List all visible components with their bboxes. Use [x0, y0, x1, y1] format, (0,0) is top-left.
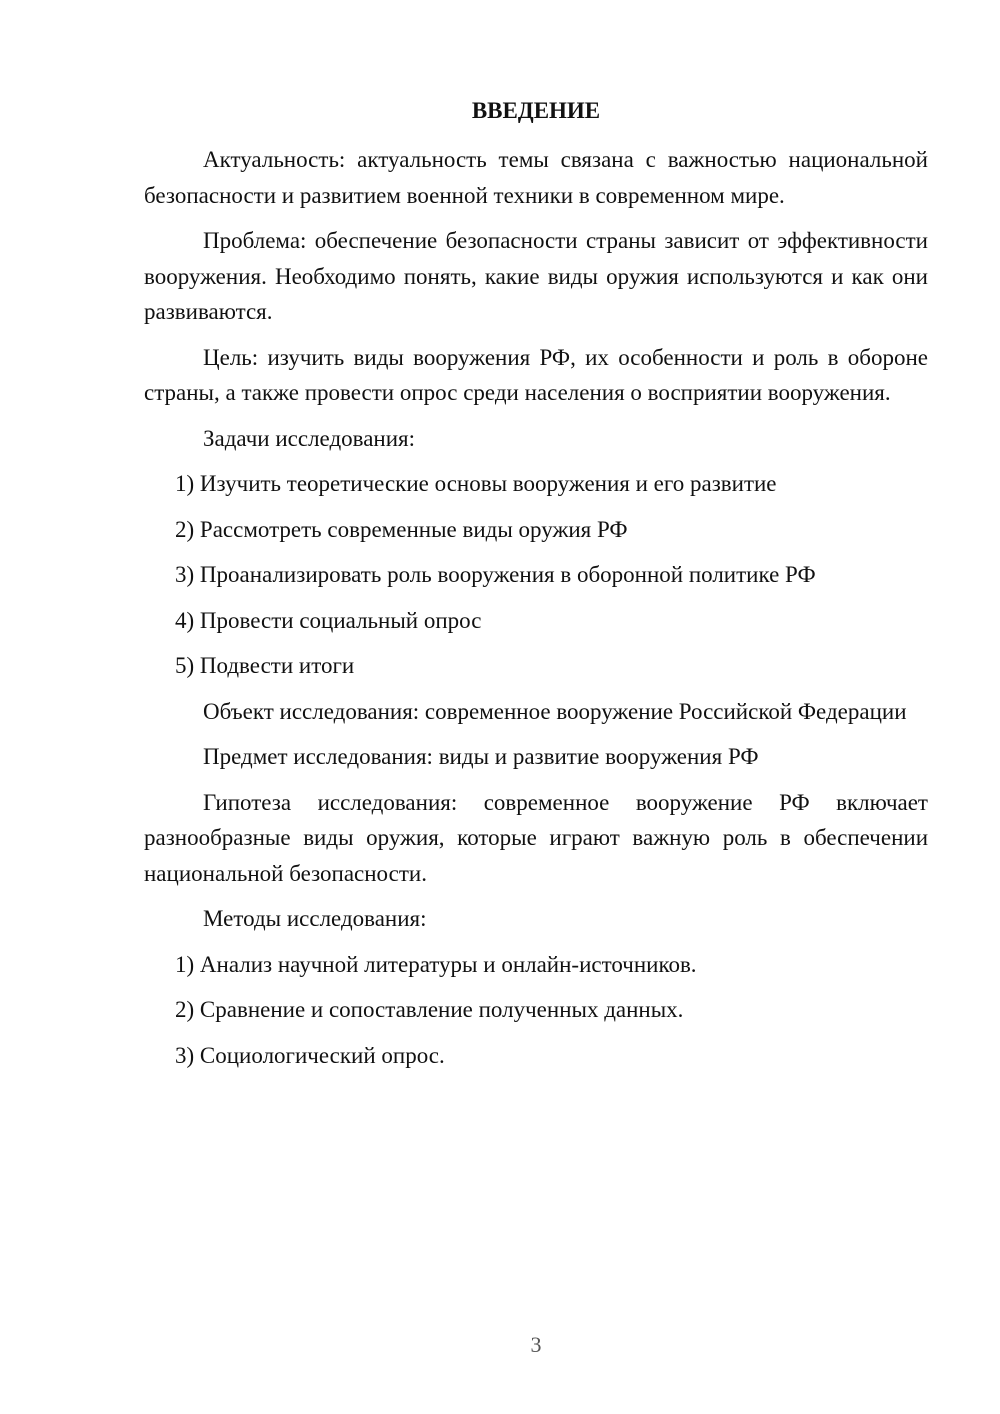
list-item: 1) Изучить теоретические основы вооружения и его развитие	[175, 471, 777, 496]
subject-paragraph: Предмет исследования: виды и развитие вооружения РФ	[203, 744, 759, 769]
list-item: 3) Социологический опрос.	[175, 1042, 445, 1068]
list-item: 5) Подвести итоги	[175, 653, 355, 678]
goal-paragraph: Цель: изучить виды вооружения РФ, их особенности и роль в обороне страны, а также провести опрос среди населения о восприятии вооружения.	[144, 344, 928, 405]
list-item: 1) Анализ научной литературы и онлайн-источников.	[175, 951, 697, 977]
tasks-intro: Задачи исследования:	[203, 425, 416, 451]
list-item: 2) Рассмотреть современные виды оружия РФ	[175, 516, 628, 542]
page-number: 3	[530, 1332, 542, 1357]
object-paragraph: Объект исследования: современное вооружение Российской Федерации	[203, 698, 907, 724]
section-heading: ВВЕДЕНИЕ	[471, 98, 601, 123]
problem-paragraph: Проблема: обеспечение безопасности страны зависит от эффективности вооружения. Необходимо понять, какие виды оружия используются и как они развиваются.	[144, 228, 928, 324]
methods-list	[144, 947, 928, 1074]
methods-intro: Методы исследования:	[203, 906, 427, 931]
hypothesis-paragraph: Гипотеза исследования: современное вооружение РФ включает разнообразные виды оружия, которые играют важную роль в обеспечении национальной безопасности.	[144, 789, 928, 886]
document-body	[144, 142, 928, 1083]
relevance-paragraph: Актуальность: актуальность темы связана с важностью национальной безопасности и развитием военной техники в современном мире.	[144, 147, 928, 208]
list-item: 4) Провести социальный опрос	[175, 607, 482, 633]
list-item: 3) Проанализировать роль вооружения в оборонной политике РФ	[175, 562, 816, 587]
tasks-list	[144, 466, 928, 684]
list-item: 2) Сравнение и сопоставление полученных данных.	[175, 997, 684, 1022]
